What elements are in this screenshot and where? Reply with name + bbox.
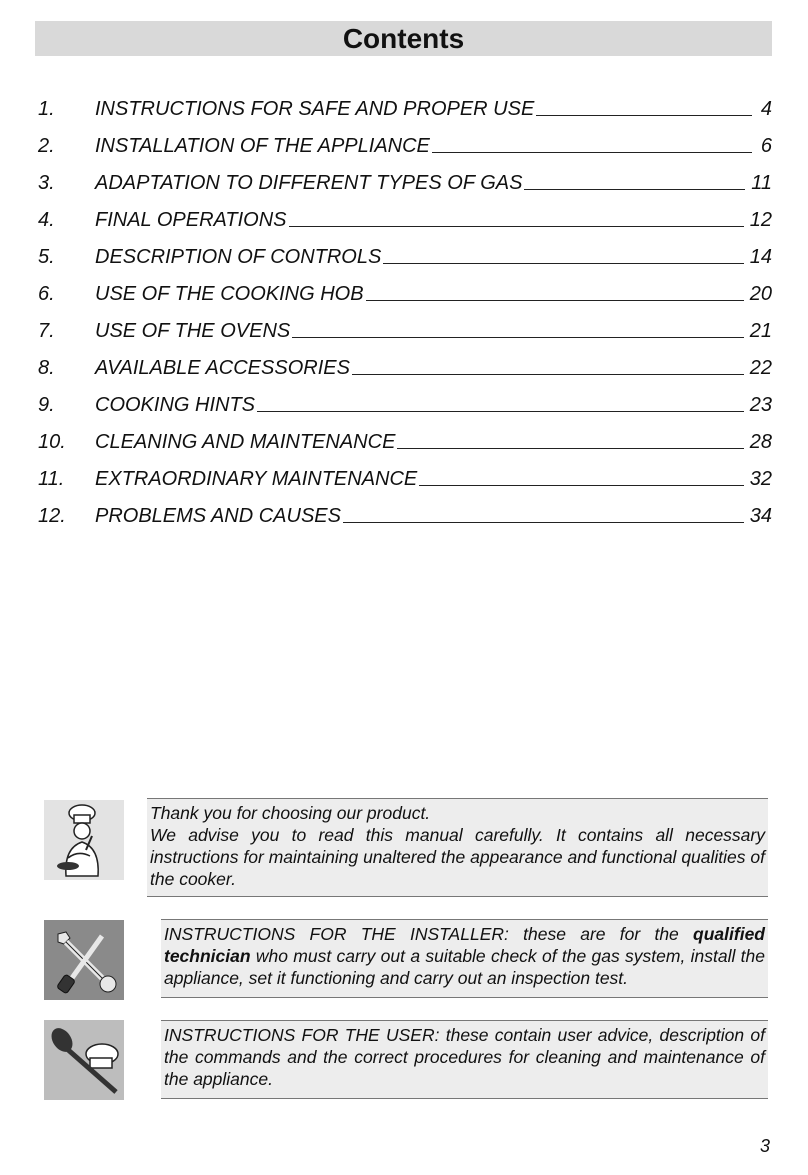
toc-leader-line <box>432 152 752 153</box>
toc-entry-label: AVAILABLE ACCESSORIES <box>95 357 350 379</box>
toc-entry <box>38 394 772 431</box>
installer-note <box>161 919 768 998</box>
toc-entry <box>38 320 772 357</box>
toc-entry-number: 12. <box>38 505 66 527</box>
wrench-screwdriver-icon <box>44 920 124 1000</box>
toc-leader-line <box>524 189 745 190</box>
installer-emphasis: qualified technician <box>164 924 765 966</box>
toc-entry-page: 21 <box>749 320 772 342</box>
toc-entry-page: 23 <box>749 394 772 416</box>
toc-leader-line <box>397 448 743 449</box>
spoon-chef-hat-icon <box>44 1020 124 1100</box>
toc-entry-page: 12 <box>749 209 772 231</box>
toc-leader-line <box>383 263 743 264</box>
toc-entry-page: 32 <box>749 468 772 490</box>
toc-entry-label: EXTRAORDINARY MAINTENANCE <box>95 468 418 490</box>
user-note <box>161 1020 768 1099</box>
user-note-text: INSTRUCTIONS FOR THE USER: these contain user advice, description of the commands and the correct procedures for cleaning and maintenance of the appliance. <box>164 1025 765 1089</box>
toc-entry-label: DESCRIPTION OF CONTROLS <box>95 246 382 268</box>
toc-entry <box>38 283 772 320</box>
toc-entry <box>38 135 772 172</box>
toc-leader-line <box>289 226 744 227</box>
page-number: 3 <box>759 1136 770 1156</box>
toc-entry-number: 4. <box>38 209 55 231</box>
toc-entry-number: 5. <box>38 246 55 268</box>
toc-entry-label: USE OF THE COOKING HOB <box>95 283 364 305</box>
toc-entry-number: 8. <box>38 357 55 379</box>
welcome-line-2: We advise you to read this manual carefully. It contains all necessary instructions for maintaining unaltered the appearance and functional qualities of the cooker. <box>150 825 765 889</box>
toc-entry-page: 28 <box>749 431 772 453</box>
chef-icon <box>44 800 124 880</box>
welcome-line-1: Thank you for choosing our product. <box>150 803 431 823</box>
toc-entry-number: 7. <box>38 320 55 342</box>
toc-entry-label: ADAPTATION TO DIFFERENT TYPES OF GAS <box>95 172 523 194</box>
toc-entry-label: PROBLEMS AND CAUSES <box>95 505 341 527</box>
toc-entry-number: 3. <box>38 172 55 194</box>
toc-leader-line <box>352 374 744 375</box>
toc-entry-page: 4 <box>760 98 772 120</box>
toc-leader-line <box>419 485 743 486</box>
toc-entry-label: COOKING HINTS <box>95 394 256 416</box>
toc-entry-number: 10. <box>38 431 66 453</box>
toc-entry-page: 22 <box>749 357 772 379</box>
page-title: Contents <box>342 23 465 54</box>
installer-text-start: INSTRUCTIONS FOR THE INSTALLER: these are for the <box>164 924 694 944</box>
toc-entry-number: 11. <box>38 468 65 490</box>
title-bar <box>35 21 772 56</box>
toc-entry <box>38 468 772 505</box>
toc-entry <box>38 431 772 468</box>
installer-text-end: who must carry out a suitable check of the gas system, install the appliance, set it functioning and carry out an inspection test. <box>164 946 765 988</box>
toc-leader-line <box>366 300 744 301</box>
toc-entry <box>38 505 772 542</box>
toc-entry <box>38 357 772 394</box>
toc-entry-number: 6. <box>38 283 55 305</box>
toc-entry-label: FINAL OPERATIONS <box>95 209 287 231</box>
toc-entry-label: INSTRUCTIONS FOR SAFE AND PROPER USE <box>95 98 535 120</box>
toc-entry-page: 11 <box>751 172 772 194</box>
toc-entry <box>38 209 772 246</box>
toc-leader-line <box>257 411 744 412</box>
toc-leader-line <box>292 337 744 338</box>
toc-entry <box>38 98 772 135</box>
toc-entry-page: 6 <box>760 135 772 157</box>
toc-leader-line <box>536 115 752 116</box>
toc-entry <box>38 246 772 283</box>
toc-entry-number: 9. <box>38 394 55 416</box>
welcome-note <box>147 798 768 897</box>
toc-entry <box>38 172 772 209</box>
toc-entry-page: 20 <box>749 283 772 305</box>
toc-entry-label: CLEANING AND MAINTENANCE <box>95 431 396 453</box>
toc-entry-number: 1. <box>38 98 55 120</box>
toc-entry-page: 14 <box>749 246 772 268</box>
toc-entry-number: 2. <box>38 135 55 157</box>
toc-entry-label: USE OF THE OVENS <box>95 320 291 342</box>
toc-entry-page: 34 <box>749 505 772 527</box>
table-of-contents <box>38 98 772 542</box>
toc-leader-line <box>343 522 744 523</box>
toc-entry-label: INSTALLATION OF THE APPLIANCE <box>95 135 430 157</box>
